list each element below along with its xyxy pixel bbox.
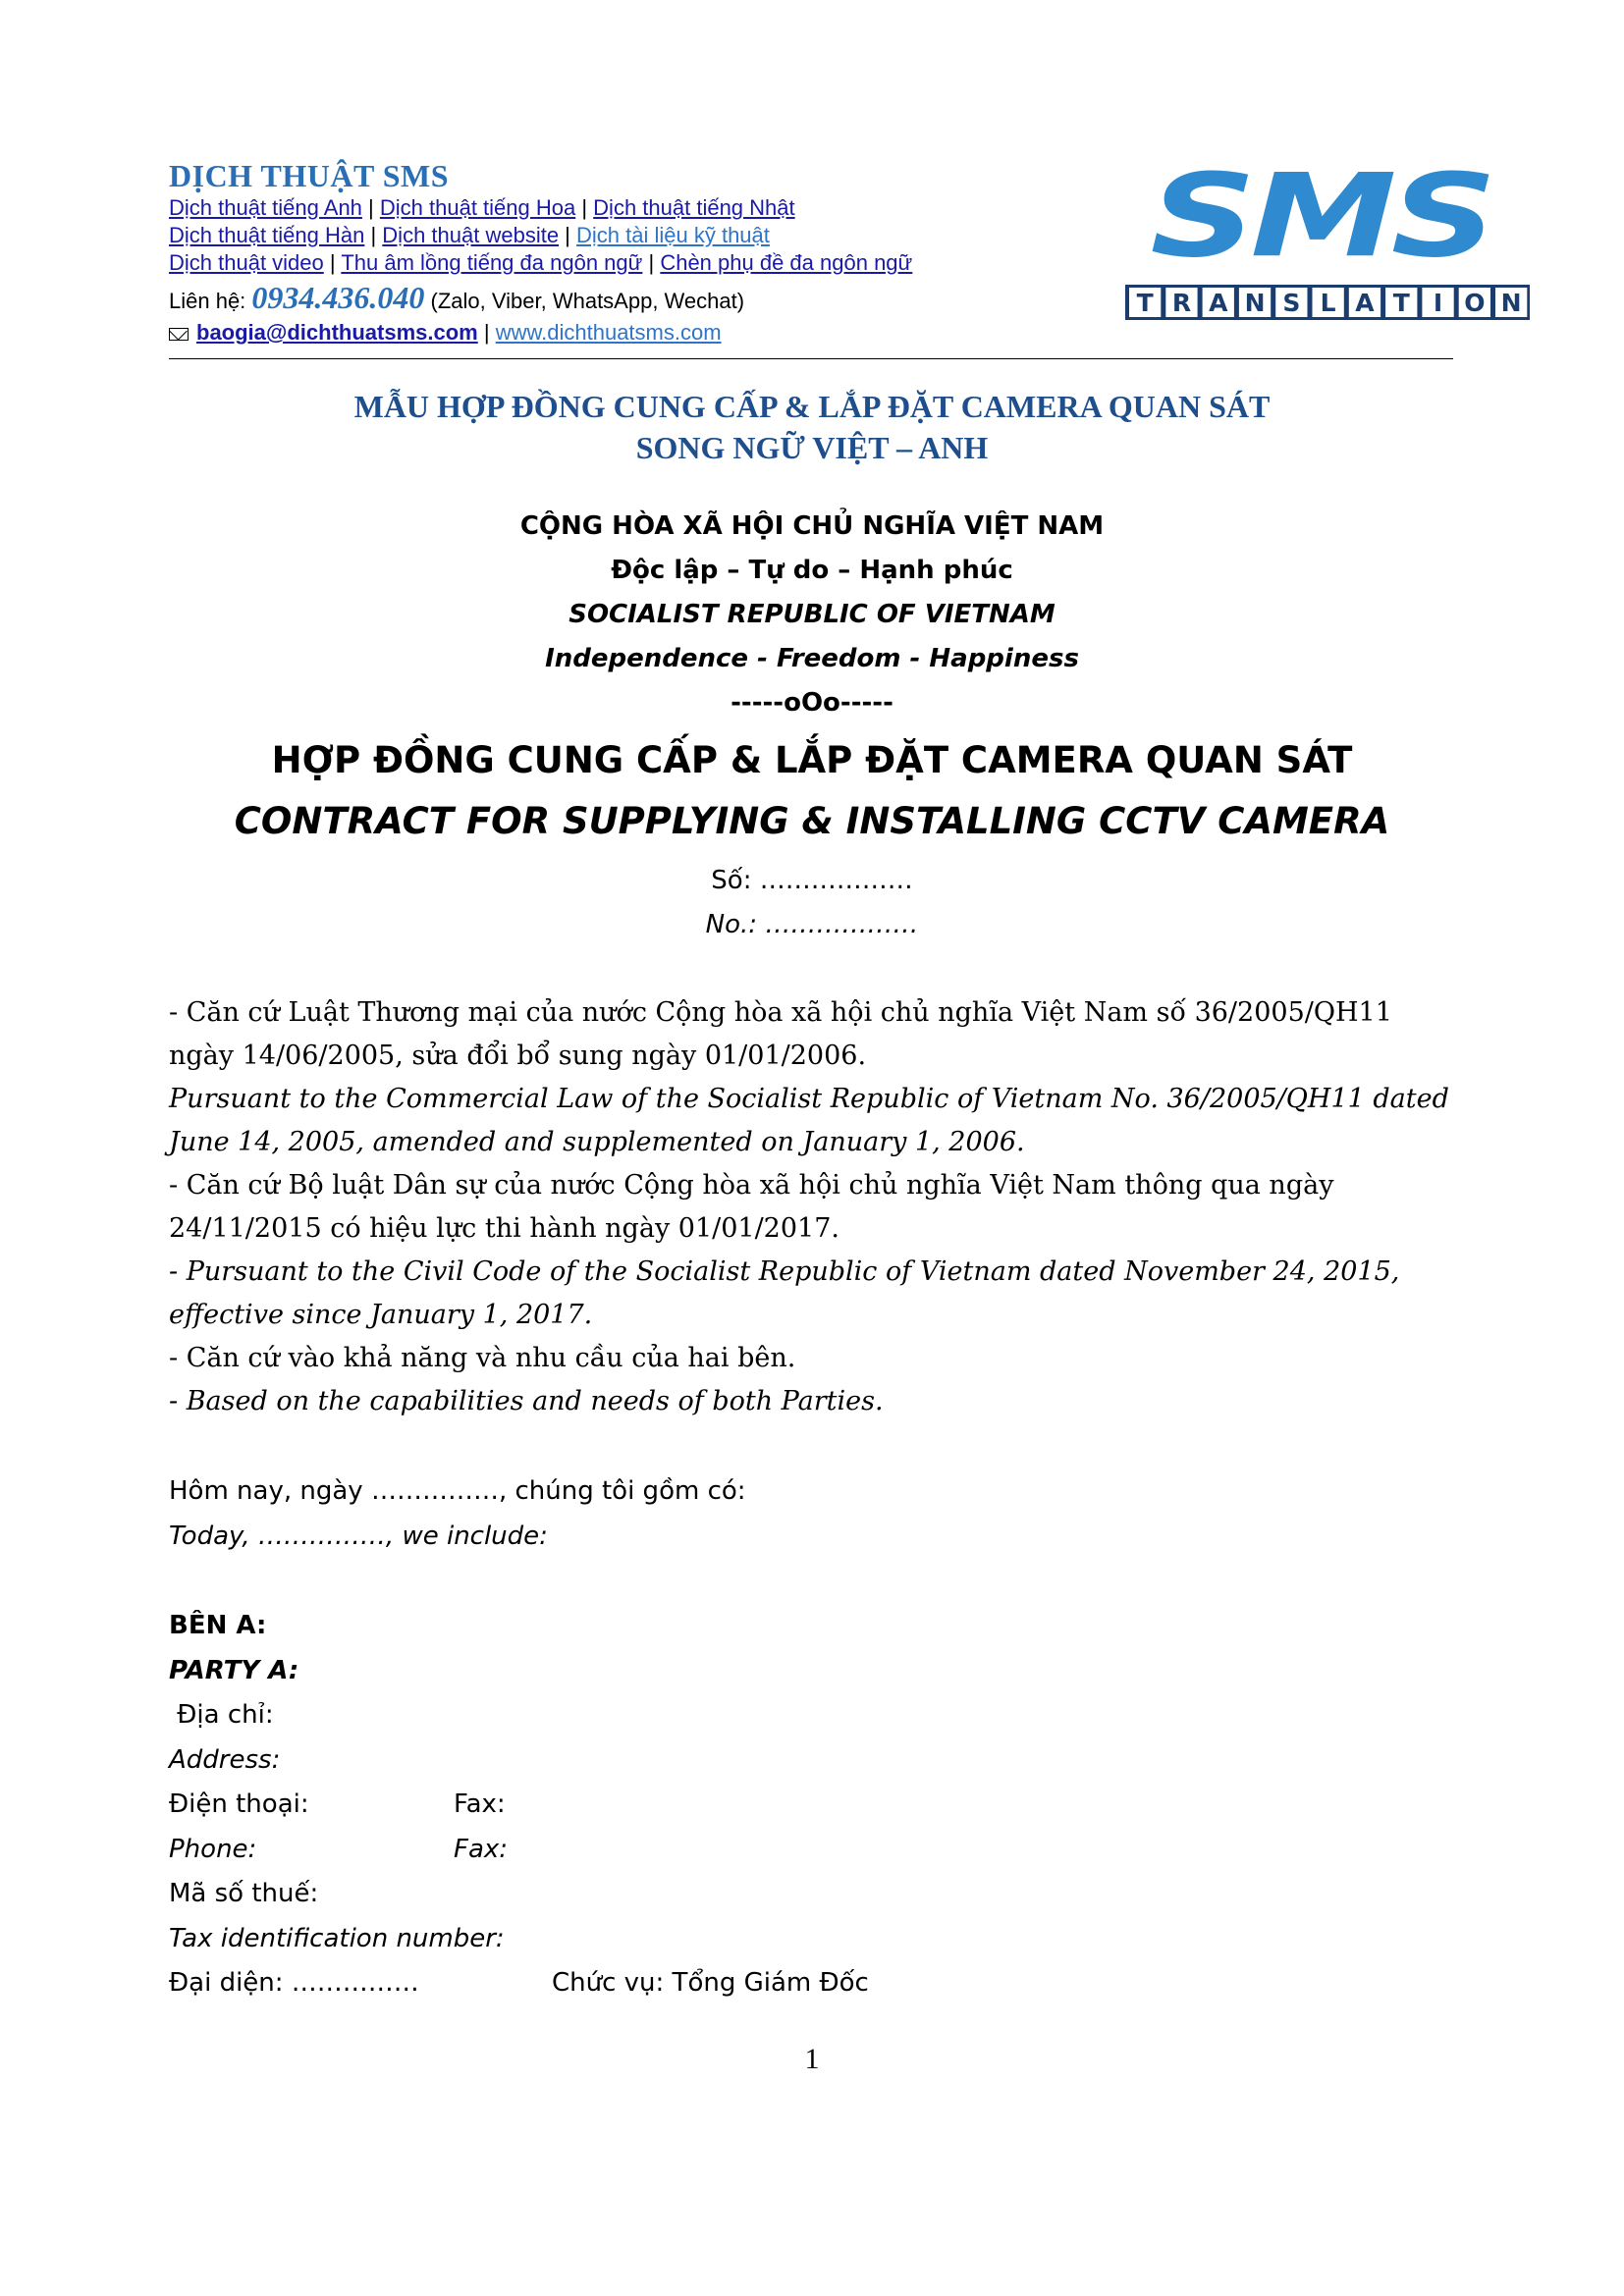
logo-letter: I bbox=[1433, 289, 1443, 317]
position-label-vn: Chức vụ: Tổng Giám Đốc bbox=[552, 1968, 869, 1998]
link-japanese-translation[interactable]: Dịch thuật tiếng Nhật bbox=[593, 195, 795, 220]
link-chinese-translation[interactable]: Dịch thuật tiếng Hoa bbox=[379, 195, 576, 220]
contact-line: Liên hệ: 0934.436.040 (Zalo, Viber, WhatsApp, Wechat) bbox=[169, 280, 745, 315]
ornament-divider: -----oOo----- bbox=[731, 688, 893, 718]
national-motto-vn: Độc lập – Tự do – Hạnh phúc bbox=[611, 556, 1013, 585]
today-line-en: Today, ……………, we include: bbox=[169, 1522, 548, 1551]
phone-number: 0934.436.040 bbox=[251, 280, 425, 315]
national-motto-en: Independence - Freedom - Happiness bbox=[545, 644, 1079, 673]
contract-title-en: CONTRACT FOR SUPPLYING & INSTALLING CCTV CAMERA bbox=[234, 800, 1390, 842]
service-links-row-3: Dịch thuật video | Thu âm lồng tiếng đa ngôn ngữ | Chèn phụ đề đa ngôn ngữ bbox=[169, 250, 913, 275]
link-voice-dubbing[interactable]: Thu âm lồng tiếng đa ngôn ngữ bbox=[341, 250, 643, 275]
svg-text:SMS: SMS bbox=[1150, 159, 1491, 284]
link-english-translation[interactable]: Dịch thuật tiếng Anh bbox=[169, 195, 362, 220]
website-link[interactable]: www.dichthuatsms.com bbox=[495, 320, 722, 345]
link-subtitling[interactable]: Chèn phụ đề đa ngôn ngữ bbox=[660, 250, 913, 275]
basis-civil-code-vn: - Căn cứ Bộ luật Dân sự của nước Cộng hòa xã hội chủ nghĩa Việt Nam thông qua ngày 24/11/2015 có hiệu lực thi hành ngày 01/01/2017. bbox=[169, 1170, 1334, 1244]
contract-title-vn: HỢP ĐỒNG CUNG CẤP & LẮP ĐẶT CAMERA QUAN SÁT bbox=[271, 739, 1353, 781]
sms-translation-logo bbox=[1119, 159, 1542, 331]
phone-label-vn: Điện thoại: bbox=[169, 1789, 309, 1819]
link-korean-translation[interactable]: Dịch thuật tiếng Hàn bbox=[169, 223, 365, 247]
logo-letter: N bbox=[1244, 289, 1266, 317]
fax-label-en: Fax: bbox=[454, 1834, 509, 1864]
representative-label-vn: Đại diện: …………… bbox=[169, 1968, 419, 1998]
party-a-label-en: PARTY A: bbox=[169, 1655, 299, 1685]
tax-label-vn: Mã số thuế: bbox=[169, 1879, 319, 1908]
basis-capabilities-vn: - Căn cứ vào khả năng và nhu cầu của hai bên. bbox=[169, 1343, 796, 1373]
envelope-icon bbox=[169, 328, 189, 341]
address-label-en: Address: bbox=[169, 1744, 281, 1775]
template-title-line-1: MẪU HỢP ĐỒNG CUNG CẤP & LẮP ĐẶT CAMERA QUAN SÁT bbox=[353, 389, 1271, 424]
logo-letter: S bbox=[1282, 289, 1301, 317]
link-technical-translation[interactable]: Dịch tài liệu kỹ thuật bbox=[576, 223, 770, 247]
contract-number-vn: Số: ……………… bbox=[711, 866, 913, 895]
email-website-line: baogia@dichthuatsms.com | www.dichthuatsms.com bbox=[169, 318, 1455, 347]
logo-letter: T bbox=[1392, 289, 1410, 317]
service-links-row-2: Dịch thuật tiếng Hàn | Dịch thuật website | Dịch tài liệu kỹ thuật bbox=[169, 223, 770, 247]
phone-label-en: Phone: bbox=[169, 1834, 257, 1864]
basis-commercial-law-vn: - Căn cứ Luật Thương mại của nước Cộng hòa xã hội chủ nghĩa Việt Nam số 36/2005/QH11 ngày 14/06/2005, sửa đổi bổ sung ngày 01/01/2006. bbox=[169, 997, 1392, 1071]
fax-label-vn: Fax: bbox=[454, 1789, 506, 1819]
national-name-vn: CỘNG HÒA XÃ HỘI CHỦ NGHĨA VIỆT NAM bbox=[519, 511, 1105, 541]
party-a-block bbox=[169, 1604, 869, 2006]
address-label-vn: Địa chỉ: bbox=[169, 1700, 274, 1730]
basis-commercial-law-en: Pursuant to the Commercial Law of the Socialist Republic of Vietnam No. 36/2005/QH11 dated June 14, 2005, amended and supplemented on January 1, 2006. bbox=[169, 1084, 1449, 1157]
link-video-translation[interactable]: Dịch thuật video bbox=[169, 250, 324, 275]
logo-letter: R bbox=[1171, 289, 1192, 317]
logo-letter: A bbox=[1209, 289, 1228, 317]
logo-letter: L bbox=[1320, 289, 1336, 317]
logo-letter: N bbox=[1500, 289, 1522, 317]
brand-name: DỊCH THUẬT SMS bbox=[169, 158, 449, 193]
service-links-row-1: Dịch thuật tiếng Anh | Dịch thuật tiếng Hoa | Dịch thuật tiếng Nhật bbox=[169, 195, 795, 220]
basis-civil-code-en: - Pursuant to the Civil Code of the Socialist Republic of Vietnam dated November 24, 2015, effective since January 1, 2017. bbox=[169, 1256, 1400, 1330]
link-website-translation[interactable]: Dịch thuật website bbox=[382, 223, 560, 247]
template-title-line-2: SONG NGỮ VIỆT – ANH bbox=[635, 430, 989, 465]
today-line-vn: Hôm nay, ngày ……………, chúng tôi gồm có: bbox=[169, 1476, 746, 1506]
national-name-en: SOCIALIST REPUBLIC OF VIETNAM bbox=[568, 600, 1056, 629]
header-divider bbox=[169, 358, 1453, 359]
logo-letter: T bbox=[1136, 289, 1154, 317]
contract-number-en: No.: ……………… bbox=[705, 910, 919, 939]
party-a-label-vn: BÊN A: bbox=[169, 1611, 267, 1640]
basis-capabilities-en: - Based on the capabilities and needs of both Parties. bbox=[169, 1386, 884, 1416]
logo-letter: A bbox=[1355, 289, 1375, 317]
tax-label-en: Tax identification number: bbox=[169, 1923, 505, 1953]
email-link[interactable]: baogia@dichthuatsms.com bbox=[196, 320, 478, 345]
legal-basis bbox=[169, 991, 1465, 1423]
logo-letter: O bbox=[1464, 289, 1486, 317]
page-number: 1 bbox=[804, 2043, 820, 2075]
